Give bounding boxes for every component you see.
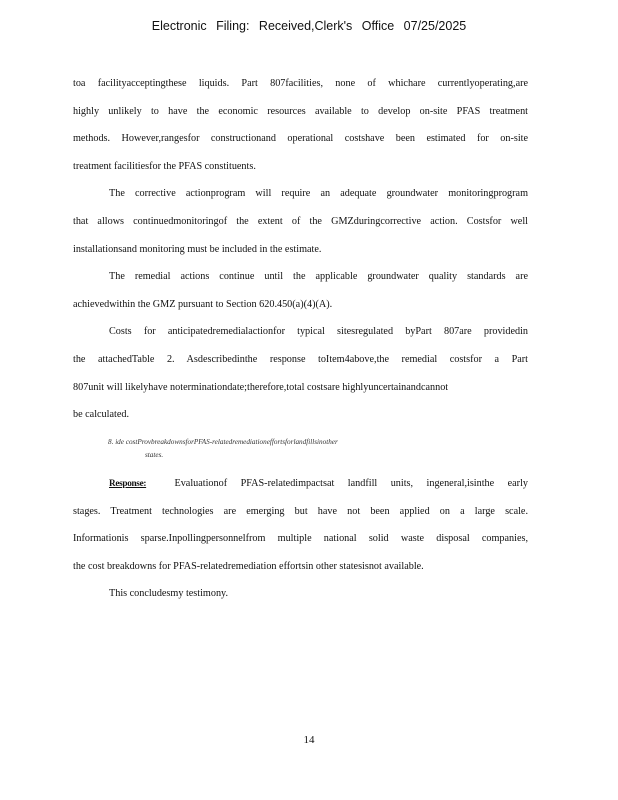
- response-text: Evaluationof PFAS-relatedimpactsat landfill units, ingeneral,isinthe early: [174, 478, 528, 489]
- text-line: treatment facilitiesfor the PFAS constituents.: [73, 160, 256, 172]
- question-text: 8. ide costProvbreakdownsforPFAS-relatedremediationeffortsforlandfillsinother: [108, 438, 338, 446]
- question-text-continued: states.: [145, 451, 164, 459]
- question-item-8: [108, 436, 528, 462]
- text-line: installationsand monitoring must be included in the estimate.: [73, 243, 322, 255]
- text-line: the cost breakdowns for PFAS-relatedremediation effortsin other statesisnot available.: [73, 560, 424, 572]
- paragraph-facilities: [73, 70, 528, 180]
- text-line: Informationis sparse.Inpollingpersonnelfrom multiple national solid waste disposal companies,: [73, 533, 528, 545]
- text-line: be calculated.: [73, 409, 129, 421]
- text-line: the attachedTable 2. Asdescribedinthe response toItem4above,the remedial costsfor a Part: [73, 353, 528, 365]
- filing-header: Electronic Filing: Received,Clerk's Office 07/25/2025: [151, 19, 467, 33]
- testimony-body: [73, 70, 528, 429]
- text-line: toa facilityacceptingthese liquids. Part 807facilities, none of whichare currentlyoperating,are: [73, 78, 528, 89]
- text-line: highly unlikely to have the economic resources available to develop on-site PFAS treatment: [73, 105, 528, 117]
- response-first-line: [73, 470, 528, 498]
- text-line: methods. However,rangesfor constructionand operational costshave been estimated for on-site: [73, 133, 528, 145]
- text-line: Costs for anticipatedremedialactionfor typical sitesregulated byPart 807are providedin: [109, 326, 528, 338]
- text-line: achievedwithin the GMZ pursuant to Section 620.450(a)(4)(A).: [73, 298, 333, 310]
- response-label: Response:: [109, 478, 147, 488]
- text-line: 807unit will likelyhave noterminationdate;therefore,total costsare highlyuncertainandcannot: [73, 381, 449, 393]
- paragraph-remedial-actions: [73, 263, 528, 318]
- paragraph-corrective-action: [73, 180, 528, 263]
- paragraph-costs: [73, 318, 528, 428]
- text-line: The corrective actionprogram will require an adequate groundwater monitoringprogram: [109, 188, 528, 200]
- text-line: The remedial actions continue until the applicable groundwater quality standards are: [109, 271, 528, 283]
- response-section: [73, 470, 528, 608]
- text-line: that allows continuedmonitoringof the extent of the GMZduringcorrective action. Costsfor well: [73, 215, 528, 227]
- page-number: 14: [303, 734, 315, 746]
- closing-statement: This concludesmy testimony.: [109, 588, 229, 600]
- text-line: stages. Treatment technologies are emerging but have not been applied on a large scale.: [73, 505, 528, 517]
